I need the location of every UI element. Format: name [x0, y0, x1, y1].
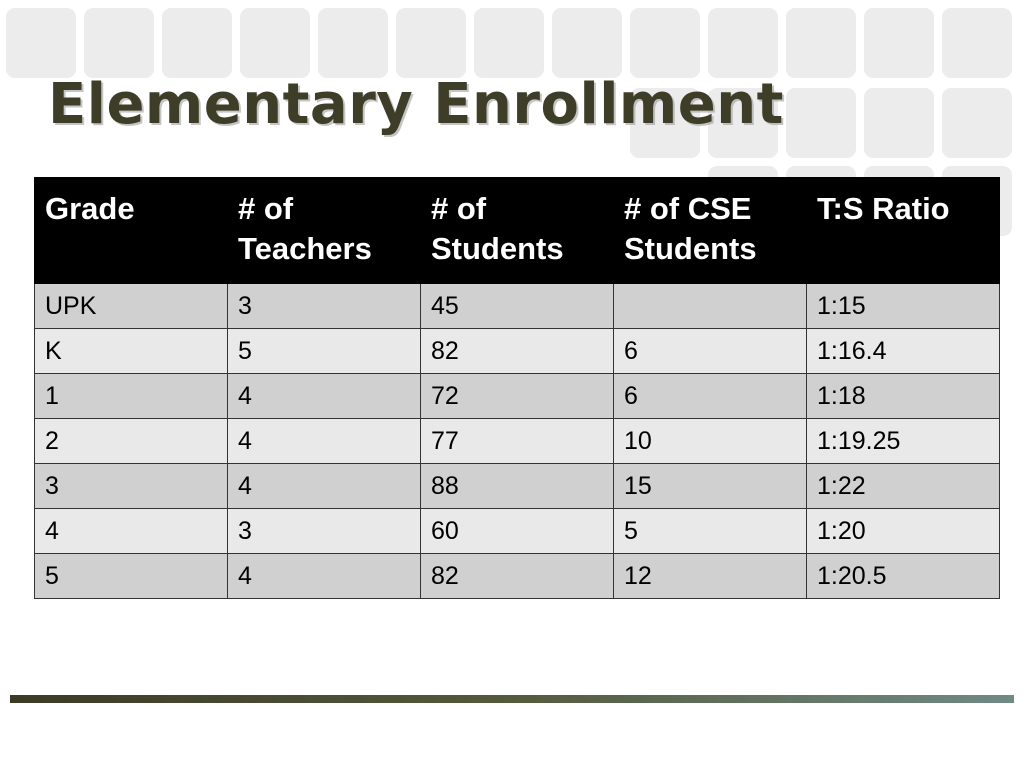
background-tile	[942, 8, 1012, 78]
enrollment-table	[34, 177, 1000, 599]
background-tile	[786, 8, 856, 78]
cell-cse-students: 15	[614, 464, 807, 509]
table-row	[35, 284, 1000, 329]
table-row	[35, 509, 1000, 554]
cell-teachers: 3	[228, 509, 421, 554]
header-students: # of Students	[421, 178, 614, 284]
cell-cse-students	[614, 284, 807, 329]
background-tile	[6, 8, 76, 78]
cell-students: 77	[421, 419, 614, 464]
header-teachers: # of Teachers	[228, 178, 421, 284]
cell-grade: 3	[35, 464, 228, 509]
table-row	[35, 419, 1000, 464]
background-tile	[474, 8, 544, 78]
cell-cse-students: 10	[614, 419, 807, 464]
cell-students: 45	[421, 284, 614, 329]
header-grade: Grade	[35, 178, 228, 284]
cell-ts-ratio: 1:15	[807, 284, 1000, 329]
background-tile	[396, 8, 466, 78]
cell-cse-students: 6	[614, 329, 807, 374]
cell-students: 60	[421, 509, 614, 554]
table-row	[35, 374, 1000, 419]
cell-grade: UPK	[35, 284, 228, 329]
table-header-row	[35, 178, 1000, 284]
background-tile	[786, 88, 856, 158]
table-row	[35, 464, 1000, 509]
cell-cse-students: 6	[614, 374, 807, 419]
cell-teachers: 4	[228, 464, 421, 509]
cell-students: 82	[421, 554, 614, 599]
background-tile	[318, 8, 388, 78]
cell-teachers: 4	[228, 554, 421, 599]
cell-cse-students: 12	[614, 554, 807, 599]
background-tile	[240, 8, 310, 78]
background-tile	[864, 8, 934, 78]
header-cse-students: # of CSE Students	[614, 178, 807, 284]
cell-grade: 4	[35, 509, 228, 554]
cell-students: 72	[421, 374, 614, 419]
cell-ts-ratio: 1:16.4	[807, 329, 1000, 374]
cell-ts-ratio: 1:20.5	[807, 554, 1000, 599]
background-tile	[84, 8, 154, 78]
cell-grade: 1	[35, 374, 228, 419]
cell-grade: 2	[35, 419, 228, 464]
cell-cse-students: 5	[614, 509, 807, 554]
cell-students: 88	[421, 464, 614, 509]
slide-title: Elementary Enrollment	[48, 72, 784, 137]
cell-teachers: 5	[228, 329, 421, 374]
background-tile	[162, 8, 232, 78]
table-row	[35, 554, 1000, 599]
background-tile	[864, 88, 934, 158]
cell-ts-ratio: 1:18	[807, 374, 1000, 419]
cell-ts-ratio: 1:19.25	[807, 419, 1000, 464]
cell-ts-ratio: 1:22	[807, 464, 1000, 509]
background-tile	[630, 8, 700, 78]
background-tile	[708, 8, 778, 78]
cell-ts-ratio: 1:20	[807, 509, 1000, 554]
cell-teachers: 3	[228, 284, 421, 329]
cell-teachers: 4	[228, 419, 421, 464]
cell-teachers: 4	[228, 374, 421, 419]
footer-divider-bar	[10, 695, 1014, 703]
header-ts-ratio: T:S Ratio	[807, 178, 1000, 284]
background-tile	[942, 88, 1012, 158]
background-tile	[552, 8, 622, 78]
cell-grade: K	[35, 329, 228, 374]
cell-grade: 5	[35, 554, 228, 599]
table-row	[35, 329, 1000, 374]
cell-students: 82	[421, 329, 614, 374]
